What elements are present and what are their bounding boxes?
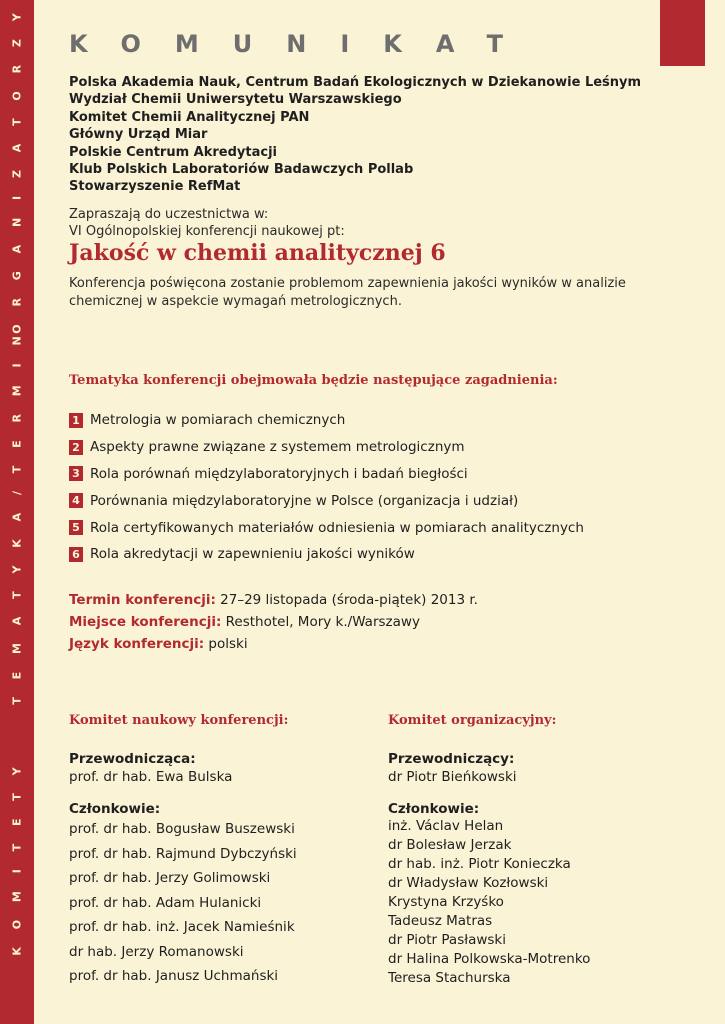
member-item: dr Władysław Kozłowski bbox=[388, 875, 549, 891]
member-item: Tadeusz Matras bbox=[388, 913, 493, 929]
invite-line-2: VI Ogólnopolskiej konferencji naukowej pt: bbox=[69, 224, 345, 239]
topic-text: Rola certyfikowanych materiałów odniesienia w pomiarach analitycznych bbox=[90, 519, 584, 536]
member-item: dr Piotr Pasławski bbox=[388, 932, 506, 948]
topics-heading: Tematyka konferencji obejmowała będzie następujące zagadnienia: bbox=[69, 373, 558, 388]
members-list bbox=[388, 817, 590, 988]
place-row bbox=[69, 611, 478, 633]
invitation-text bbox=[69, 206, 345, 240]
topics-list bbox=[69, 407, 584, 568]
organizer-item: Polskie Centrum Akredytacji bbox=[69, 144, 277, 160]
number-badge-icon: 2 bbox=[69, 440, 83, 455]
topic-item bbox=[69, 434, 584, 461]
organizing-committee bbox=[388, 713, 590, 988]
organizer-item: Komitet Chemii Analitycznej PAN bbox=[69, 109, 310, 125]
members-label: Członkowie: bbox=[388, 801, 480, 817]
member-item: Teresa Stachurska bbox=[388, 970, 511, 986]
topic-item bbox=[69, 487, 584, 514]
member-item: dr Halina Polkowska-Motrenko bbox=[388, 951, 591, 967]
page-title: KOMUNIKAT bbox=[69, 30, 537, 58]
date-value: 27–29 listopada (środa-piątek) 2013 r. bbox=[215, 592, 478, 608]
member-item: Krystyna Krzyśko bbox=[388, 894, 504, 910]
member-item: inż. Václav Helan bbox=[388, 818, 504, 834]
date-label: Termin konferencji: bbox=[69, 592, 216, 608]
topic-item bbox=[69, 541, 584, 568]
number-badge-icon: 3 bbox=[69, 466, 83, 481]
member-item: dr hab. inż. Piotr Konieczka bbox=[388, 856, 571, 872]
chair-label: Przewodniczący: bbox=[388, 751, 515, 767]
scientific-committee bbox=[69, 713, 297, 989]
chair-label: Przewodnicząca: bbox=[69, 751, 196, 767]
side-bar bbox=[0, 0, 34, 1024]
organizers-list bbox=[69, 74, 641, 196]
member-item: prof. dr hab. Bogusław Buszewski bbox=[69, 821, 295, 837]
members-list bbox=[69, 817, 297, 989]
topic-text: Rola porównań międzylaboratoryjnych i badań biegłości bbox=[90, 465, 468, 482]
member-item: prof. dr hab. Rajmund Dybczyński bbox=[69, 845, 297, 862]
scientific-committee-heading: Komitet naukowy konferencji: bbox=[69, 713, 289, 728]
conference-title: Jakość w chemii analitycznej 6 bbox=[69, 240, 446, 266]
corner-accent-tab bbox=[660, 0, 705, 66]
language-value: polski bbox=[204, 636, 248, 652]
topic-item bbox=[69, 461, 584, 488]
number-badge-icon: 1 bbox=[69, 413, 83, 428]
side-label-committees: K O M I T E T Y bbox=[10, 760, 24, 956]
number-badge-icon: 4 bbox=[69, 493, 83, 508]
organizing-committee-heading: Komitet organizacyjny: bbox=[388, 713, 557, 728]
topic-text: Metrologia w pomiarach chemicznych bbox=[90, 412, 346, 429]
organizer-item: Stowarzyszenie RefMat bbox=[69, 179, 241, 195]
date-row bbox=[69, 589, 478, 611]
topic-text: Rola akredytacji w zapewnieniu jakości wyników bbox=[90, 546, 415, 563]
place-value: Resthotel, Mory k./Warszawy bbox=[221, 614, 420, 630]
number-badge-icon: 6 bbox=[69, 547, 83, 562]
topic-item bbox=[69, 514, 584, 541]
member-item: dr hab. Jerzy Romanowski bbox=[69, 943, 244, 960]
organizer-item: Główny Urząd Miar bbox=[69, 127, 208, 143]
organizer-item: Wydział Chemii Uniwersytetu Warszawskiego bbox=[69, 92, 402, 108]
place-label: Miejsce konferencji: bbox=[69, 614, 222, 630]
member-item: prof. dr hab. Janusz Uchmański bbox=[69, 968, 279, 984]
topic-item bbox=[69, 407, 584, 434]
member-item: prof. dr hab. Jerzy Golimowski bbox=[69, 870, 271, 886]
number-badge-icon: 5 bbox=[69, 520, 83, 535]
side-label-topics-date: T E M A T Y K A / T E R M I N bbox=[10, 329, 24, 705]
member-item: prof. dr hab. inż. Jacek Namieśnik bbox=[69, 919, 295, 935]
conference-details bbox=[69, 589, 478, 655]
member-item: dr Bolesław Jerzak bbox=[388, 837, 512, 853]
members-label: Członkowie: bbox=[69, 801, 161, 817]
chair-person: dr Piotr Bieńkowski bbox=[388, 769, 517, 785]
topic-text: Aspekty prawne związane z systemem metrologicznym bbox=[90, 439, 465, 456]
invite-line-1: Zapraszają do uczestnictwa w: bbox=[69, 207, 269, 222]
language-row bbox=[69, 633, 478, 655]
organizer-item: Klub Polskich Laboratoriów Badawczych Pollab bbox=[69, 162, 414, 178]
member-item: prof. dr hab. Adam Hulanicki bbox=[69, 894, 262, 911]
conference-description: Konferencja poświęcona zostanie problemom zapewnienia jakości wyników w analizie chemicznej w aspekcie wymagań metrologicznych. bbox=[69, 276, 626, 309]
topic-text: Porównania międzylaboratoryjne w Polsce (organizacja i udział) bbox=[90, 492, 519, 509]
language-label: Język konferencji: bbox=[69, 636, 205, 652]
organizer-item: Polska Akademia Nauk, Centrum Badań Ekologicznych w Dziekanowie Leśnym bbox=[69, 75, 642, 90]
chair-person: prof. dr hab. Ewa Bulska bbox=[69, 769, 233, 785]
side-label-organizers: O R G A N I Z A T O R Z Y bbox=[10, 6, 24, 334]
